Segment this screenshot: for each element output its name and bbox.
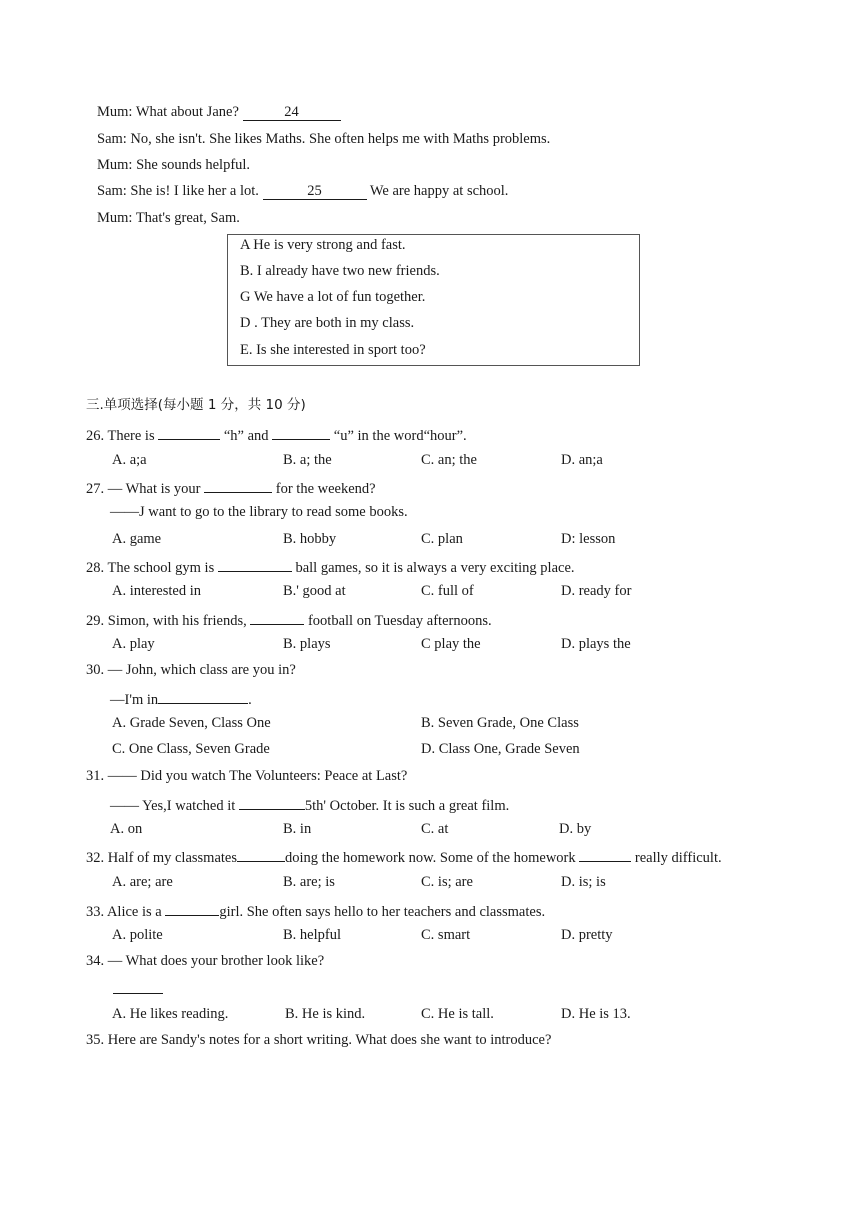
question-text: 5th' October. It is such a great film. — [304, 798, 510, 814]
option-a[interactable]: A. He likes reading. — [112, 1006, 229, 1022]
option-d[interactable]: D. plays the — [561, 636, 631, 652]
answer-blank-24[interactable]: 24 — [243, 105, 341, 121]
question-29 — [86, 609, 492, 630]
question-text: 32. Half of my classmates — [86, 850, 238, 866]
option-a[interactable]: A. interested in — [112, 583, 201, 599]
question-28 — [86, 556, 575, 577]
option-c[interactable]: C. He is tall. — [421, 1006, 494, 1022]
option-a[interactable]: A. are; are — [112, 874, 173, 890]
question-text: football on Tuesday afternoons. — [307, 613, 492, 629]
answer-blank-25[interactable]: 25 — [263, 184, 367, 200]
answer-blank[interactable] — [239, 794, 305, 810]
answer-blank[interactable] — [158, 688, 248, 704]
question-text: doing the homework now. Some of the homework — [285, 850, 576, 866]
box-option-e: E. Is she interested in sport too? — [240, 342, 426, 358]
question-27 — [86, 477, 376, 498]
question-text: ball games, so it is always a very exciting place. — [295, 560, 575, 576]
question-text: “h” and — [223, 428, 269, 444]
question-31: 31. —— Did you watch The Volunteers: Peace at Last? — [86, 768, 408, 784]
question-text: for the weekend? — [275, 481, 376, 497]
option-c[interactable]: C. is; are — [421, 874, 473, 890]
answer-blank[interactable] — [204, 477, 272, 493]
answer-blank[interactable] — [218, 556, 292, 572]
box-option-c: G We have a lot of fun together. — [240, 289, 426, 305]
question-27-answer-line: ——J want to go to the library to read some books. — [110, 504, 408, 520]
option-d[interactable]: D. pretty — [561, 927, 613, 943]
answer-blank[interactable] — [165, 900, 219, 916]
option-d[interactable]: D. an;a — [561, 452, 603, 468]
question-text: girl. She often says hello to her teachers and classmates. — [219, 904, 546, 920]
option-a[interactable]: A. Grade Seven, Class One — [112, 715, 271, 731]
option-b[interactable]: B. Seven Grade, One Class — [421, 715, 579, 731]
question-26 — [86, 424, 467, 445]
dialogue-text: We are happy at school. — [369, 183, 509, 199]
option-a[interactable]: A. a;a — [112, 452, 147, 468]
question-31-answer-line — [110, 794, 509, 815]
option-c[interactable]: C. smart — [421, 927, 471, 943]
option-b[interactable]: B. a; the — [283, 452, 332, 468]
option-d[interactable]: D. by — [559, 821, 592, 837]
option-a[interactable]: A. play — [112, 636, 155, 652]
option-d[interactable]: D. ready for — [561, 583, 632, 599]
question-text: 28. The school gym is — [86, 560, 215, 576]
option-b[interactable]: B. plays — [283, 636, 331, 652]
option-d[interactable]: D. Class One, Grade Seven — [421, 741, 580, 757]
option-c[interactable]: C. full of — [421, 583, 474, 599]
option-b[interactable]: B.' good at — [283, 583, 346, 599]
question-text: 27. — What is your — [86, 481, 201, 497]
option-b[interactable]: B. hobby — [283, 531, 337, 547]
option-b[interactable]: B. in — [283, 821, 312, 837]
option-c[interactable]: C. at — [421, 821, 449, 837]
answer-blank[interactable] — [250, 609, 304, 625]
dialogue-line-4 — [97, 182, 508, 200]
dialogue-line-2: Sam: No, she isn't. She likes Maths. She often helps me with Maths problems. — [97, 131, 551, 147]
option-a[interactable]: A. game — [112, 531, 162, 547]
option-a[interactable]: A. polite — [112, 927, 163, 943]
question-text: 33. Alice is a — [86, 904, 162, 920]
options-box — [227, 234, 640, 366]
option-a[interactable]: A. on — [110, 821, 143, 837]
question-text: . — [248, 692, 252, 708]
option-b[interactable]: B. He is kind. — [285, 1006, 366, 1022]
answer-blank[interactable] — [579, 846, 631, 862]
dialogue-line-5: Mum: That's great, Sam. — [97, 210, 240, 226]
dialogue-text: Mum: What about Jane? — [97, 104, 239, 120]
option-c[interactable]: C. an; the — [421, 452, 477, 468]
dialogue-line-3: Mum: She sounds helpful. — [97, 157, 251, 173]
question-30: 30. — John, which class are you in? — [86, 662, 296, 678]
question-text: 29. Simon, with his friends, — [86, 613, 247, 629]
answer-blank[interactable] — [272, 424, 330, 440]
question-34: 34. — What does your brother look like? — [86, 953, 325, 969]
box-option-d: D . They are both in my class. — [240, 315, 415, 331]
question-text: —I'm in — [110, 692, 159, 708]
box-option-a: A He is very strong and fast. — [240, 237, 406, 253]
option-c[interactable]: C. One Class, Seven Grade — [112, 741, 270, 757]
answer-blank[interactable] — [158, 424, 220, 440]
option-d[interactable]: D. He is 13. — [561, 1006, 631, 1022]
question-text: really difficult. — [634, 850, 722, 866]
option-d[interactable]: D: lesson — [561, 531, 616, 547]
option-d[interactable]: D. is; is — [561, 874, 606, 890]
option-c[interactable]: C play the — [421, 636, 481, 652]
answer-blank[interactable] — [237, 846, 285, 862]
box-option-b: B. I already have two new friends. — [240, 263, 440, 279]
option-b[interactable]: B. are; is — [283, 874, 335, 890]
question-35: 35. Here are Sandy's notes for a short writing. What does she want to introduce? — [86, 1032, 552, 1048]
dialogue-text: Sam: She is! I like her a lot. — [97, 183, 259, 199]
option-b[interactable]: B. helpful — [283, 927, 341, 943]
question-33 — [86, 900, 545, 921]
question-text: —— Yes,I watched it — [110, 798, 236, 814]
option-c[interactable]: C. plan — [421, 531, 463, 547]
question-text: “u” in the word“hour”. — [333, 428, 467, 444]
answer-blank[interactable] — [113, 993, 163, 994]
question-32 — [86, 846, 722, 867]
dialogue-line-1 — [97, 103, 341, 121]
question-text: 26. There is — [86, 428, 155, 444]
section-heading: 三.单项选择(每小题 1 分，共 10 分) — [86, 397, 306, 413]
question-30-answer-line — [110, 688, 252, 709]
